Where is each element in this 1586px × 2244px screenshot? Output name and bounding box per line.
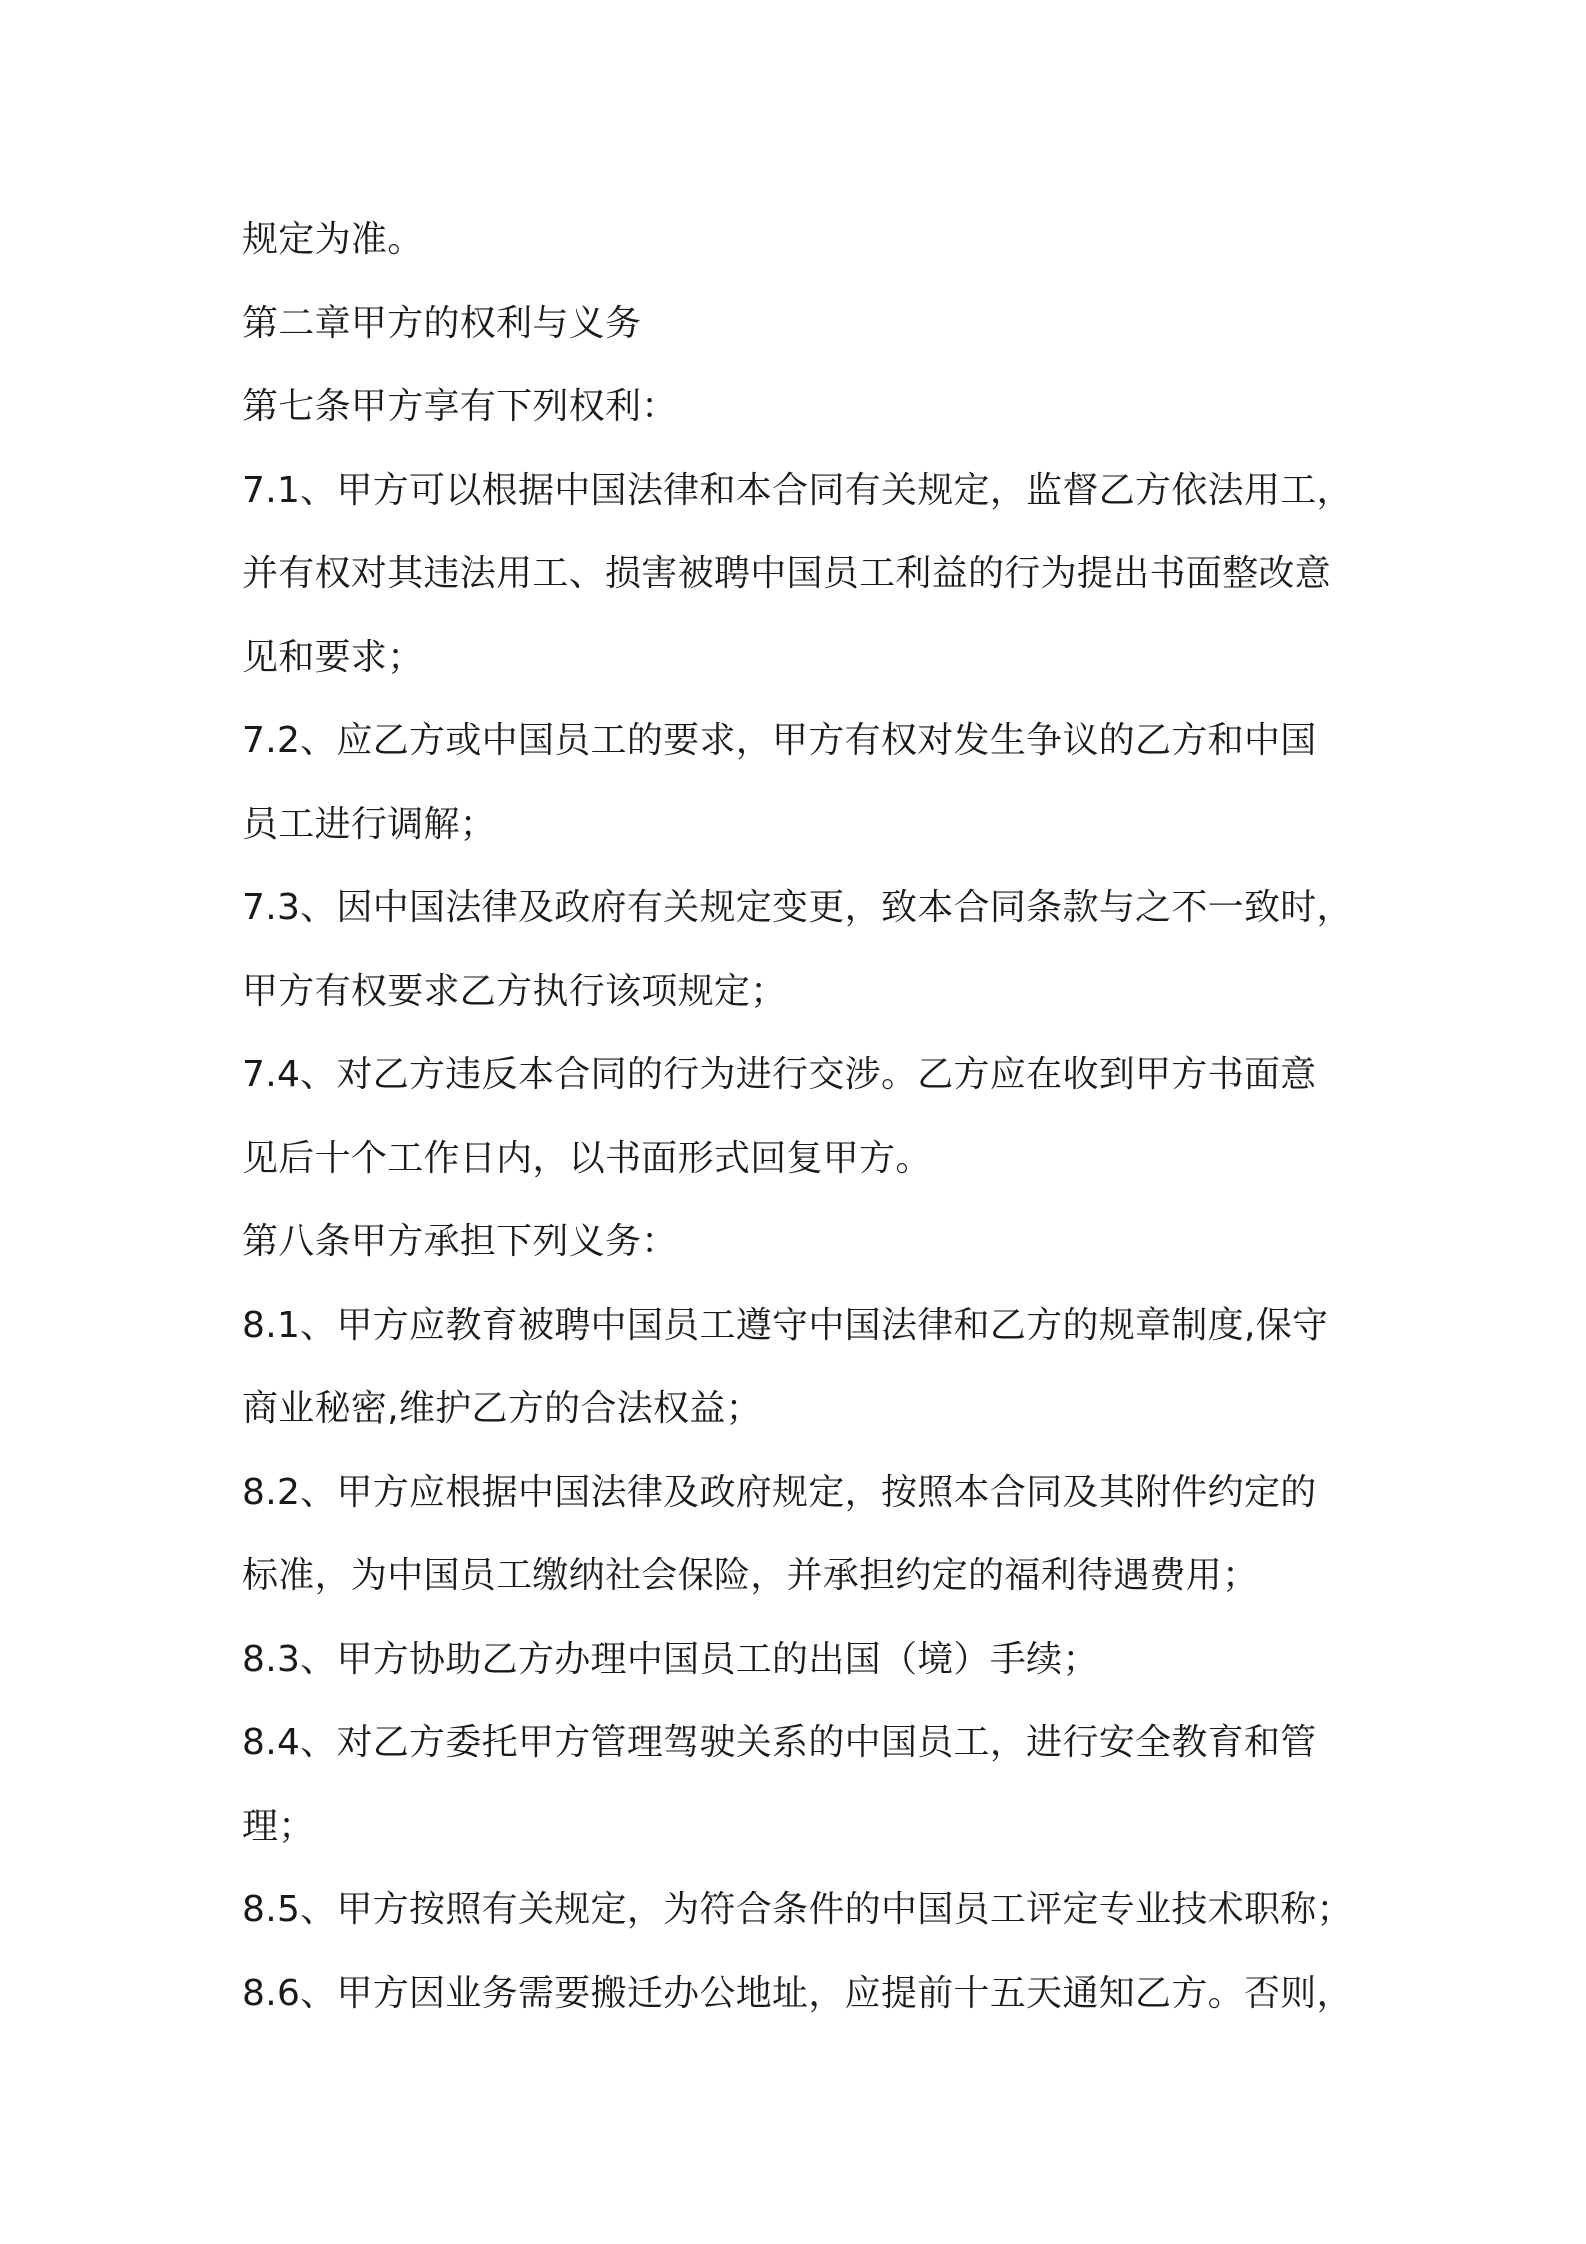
text-line: 8.3、甲方协助乙方办理中国员工的出国（境）手续； [242,1638,1099,1680]
text-line: 并有权对其违法用工、损害被聘中国员工利益的行为提出书面整改意 [242,553,1332,594]
text-line: 甲方有权要求乙方执行该项规定； [242,970,787,1012]
text-line: 员工进行调解； [242,803,497,845]
text-line: 规定为准。 [242,219,424,260]
text-line: 8.5、甲方按照有关规定，为符合条件的中国员工评定专业技术职称； [242,1889,1353,1930]
text-line: 7.2、应乙方或中国员工的要求，甲方有权对发生争议的乙方和中国 [242,720,1317,761]
text-line: 标准，为中国员工缴纳社会保险，并承担约定的福利待遇费用； [242,1555,1259,1596]
text-line: 7.4、对乙方违反本合同的行为进行交涉。乙方应在收到甲方书面意 [242,1054,1317,1095]
text-line: 理； [242,1805,315,1847]
text-line: 8.1、甲方应教育被聘中国员工遵守中国法律和乙方的规章制度,保守 [242,1304,1329,1346]
text-line: 8.6、甲方因业务需要搬迁办公地址，应提前十五天通知乙方。否则， [242,1972,1353,2014]
chapter-heading: 第二章甲方的权利与义务 [242,302,642,344]
text-line: 8.2、甲方应根据中国法律及政府规定，按照本合同及其附件约定的 [242,1471,1317,1513]
text-line: 7.3、因中国法律及政府有关规定变更，致本合同条款与之不一致时， [242,887,1353,928]
text-line: 8.4、对乙方委托甲方管理驾驶关系的中国员工，进行安全教育和管 [242,1722,1317,1763]
article-heading: 第七条甲方享有下列权利： [242,386,678,427]
text-line: 见和要求； [242,636,424,678]
text-line: 商业秘密,维护乙方的合法权益； [242,1388,762,1429]
text-line: 7.1、甲方可以根据中国法律和本合同有关规定，监督乙方依法用工， [242,469,1353,511]
article-heading: 第八条甲方承担下列义务： [242,1221,678,1262]
document-body [242,198,1372,2035]
text-line: 见后十个工作日内，以书面形式回复甲方。 [242,1137,932,1179]
